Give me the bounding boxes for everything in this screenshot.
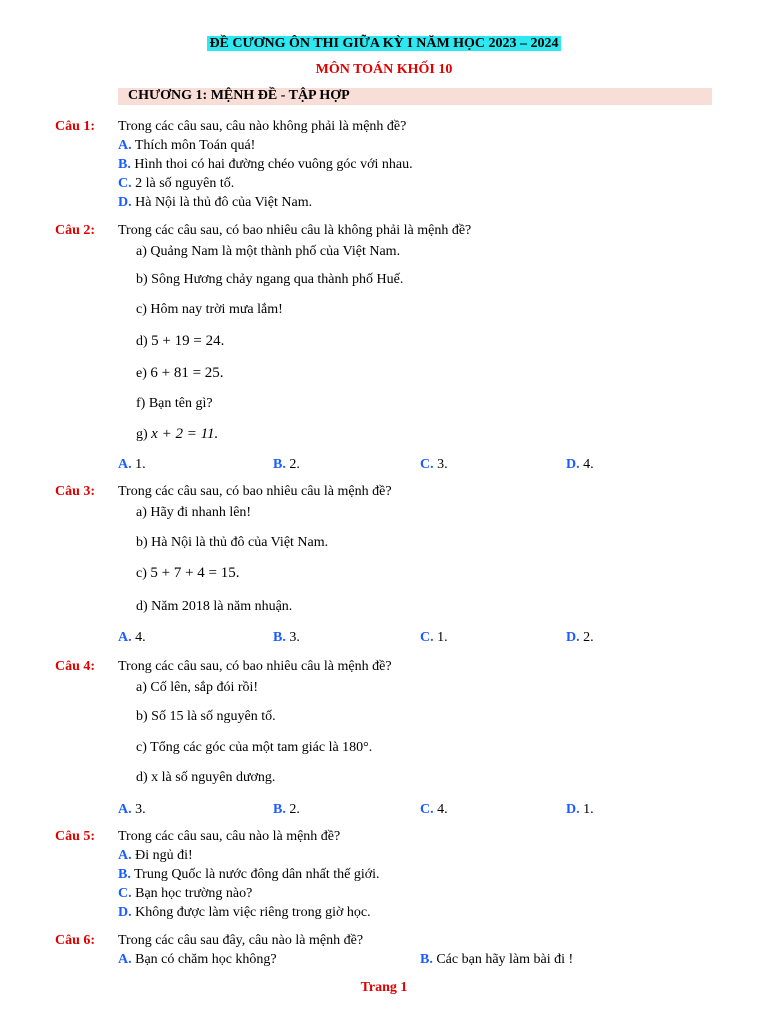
question-text: Trong các câu sau, câu nào là mệnh đề?: [118, 829, 341, 844]
question-label: Câu 4:: [55, 659, 96, 674]
answer-option: B. 3.: [273, 630, 300, 645]
answer-option: A. 4.: [118, 630, 146, 645]
answer-option: B. Các bạn hãy làm bài đi !: [420, 952, 574, 967]
answer-option: C. 4.: [420, 802, 448, 817]
statement-item: b) Hà Nội là thủ đô của Việt Nam.: [136, 535, 329, 550]
answer-option: A. Thích môn Toán quá!: [118, 138, 256, 153]
statement-item: c) Hôm nay trời mưa lắm!: [136, 302, 283, 317]
question-text: Trong các câu sau đây, câu nào là mệnh đề?: [118, 933, 364, 948]
question-text: Trong các câu sau, có bao nhiêu câu là mệnh đề?: [118, 659, 392, 674]
question-label: Câu 3:: [55, 484, 96, 499]
answer-option: A. Bạn có chăm học không?: [118, 952, 277, 967]
question-text: Trong các câu sau, câu nào không phải là mệnh đề?: [118, 119, 407, 134]
question-label: Câu 1:: [55, 119, 96, 134]
question-label: Câu 5:: [55, 829, 96, 844]
statement-item: d) x là số nguyên dương.: [136, 770, 276, 785]
answer-option: A. 1.: [118, 457, 146, 472]
question-label: Câu 6:: [55, 933, 96, 948]
statement-item: b) Sông Hương chảy ngang qua thành phố Huế.: [136, 272, 404, 287]
answer-option: C. 2 là số nguyên tố.: [118, 176, 235, 191]
answer-option: D. 2.: [566, 630, 594, 645]
answer-option: C. 3.: [420, 457, 448, 472]
page-number: Trang 1: [360, 980, 408, 995]
subject-heading: MÔN TOÁN KHỐI 10: [315, 62, 453, 77]
statement-item: d) Năm 2018 là năm nhuận.: [136, 599, 293, 614]
statement-item: g) x + 2 = 11.: [136, 426, 219, 442]
answer-option: D. 1.: [566, 802, 594, 817]
answer-option: D. Hà Nội là thủ đô của Việt Nam.: [118, 195, 313, 210]
answer-option: A. 3.: [118, 802, 146, 817]
statement-item: c) Tổng các góc của một tam giác là 180°.: [136, 740, 373, 755]
document-title: ĐỀ CƯƠNG ÔN THI GIỮA KỲ I NĂM HỌC 2023 – 2024: [209, 36, 559, 51]
answer-option: B. 2.: [273, 457, 300, 472]
statement-item: d) 5 + 19 = 24.: [136, 333, 225, 349]
statement-item: c) 5 + 7 + 4 = 15.: [136, 565, 240, 581]
answer-option: B. Trung Quốc là nước đông dân nhất thế giới.: [118, 867, 380, 882]
statement-item: a) Quảng Nam là một thành phố của Việt Nam.: [136, 244, 401, 259]
answer-option: A. Đi ngủ đi!: [118, 848, 193, 863]
question-text: Trong các câu sau, có bao nhiêu câu là không phải là mệnh đề?: [118, 223, 472, 238]
answer-option: C. 1.: [420, 630, 448, 645]
answer-option: B. 2.: [273, 802, 300, 817]
statement-item: a) Cố lên, sắp đói rồi!: [136, 680, 259, 695]
statement-item: e) 6 + 81 = 25.: [136, 365, 224, 381]
answer-option: B. Hình thoi có hai đường chéo vuông góc với nhau.: [118, 157, 413, 172]
statement-item: a) Hãy đi nhanh lên!: [136, 505, 252, 520]
question-label: Câu 2:: [55, 223, 96, 238]
chapter-heading: CHƯƠNG 1: MỆNH ĐỀ - TẬP HỢP: [118, 88, 712, 105]
question-text: Trong các câu sau, có bao nhiêu câu là mệnh đề?: [118, 484, 392, 499]
answer-option: C. Bạn học trường nào?: [118, 886, 253, 901]
statement-item: b) Số 15 là số nguyên tố.: [136, 709, 276, 724]
statement-item: f) Bạn tên gì?: [136, 396, 213, 411]
answer-option: D. 4.: [566, 457, 594, 472]
answer-option: D. Không được làm việc riêng trong giờ học.: [118, 905, 371, 920]
